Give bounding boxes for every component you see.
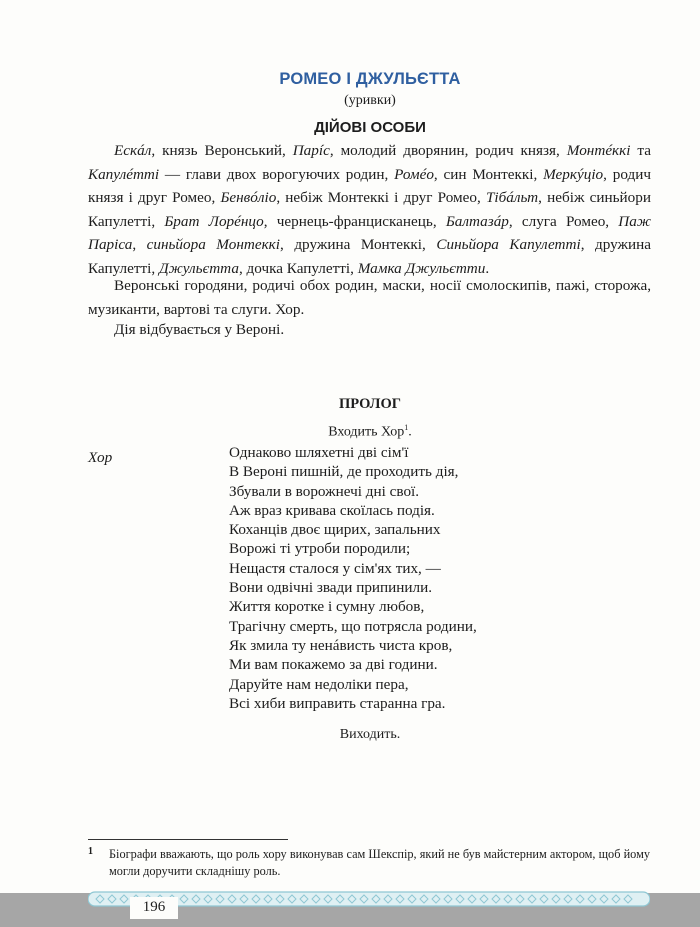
prologue-verse bbox=[229, 443, 477, 713]
verse-line: Аж враз кривава скоїлась подія. bbox=[229, 501, 435, 519]
cast-description: , небіж синьйори Капулетті, bbox=[88, 189, 651, 230]
play-subtitle: (уривки) bbox=[344, 93, 396, 108]
cast-name: Ескáл bbox=[114, 142, 152, 159]
cast-description: , родич князя і друг Ромео, bbox=[88, 165, 651, 207]
verse-line: Як змила ту ненáвисть чиста кров, bbox=[229, 636, 453, 654]
crowd-list bbox=[88, 274, 651, 321]
cast-description: . bbox=[485, 259, 490, 277]
verse-line: Даруйте нам недоліки пера, bbox=[229, 675, 409, 693]
play-title: РОМЕО І ДЖУЛЬЄТТА bbox=[279, 70, 461, 88]
verse-line: Ворожі ті утроби породили; bbox=[229, 540, 411, 558]
cast-paragraph bbox=[88, 139, 651, 281]
enter-end: . bbox=[408, 424, 412, 440]
cast-name: Бенвóліо bbox=[220, 189, 277, 207]
cast-name: Ромéо bbox=[394, 165, 434, 183]
cast-list bbox=[88, 139, 651, 281]
cast-description: , дочка Капулетті, bbox=[238, 259, 358, 277]
cast-name: Синьйора Капулетті bbox=[436, 236, 581, 254]
cast-heading: ДІЙОВІ ОСОБИ bbox=[314, 119, 426, 136]
cast-description: , князь Веронський, bbox=[151, 142, 293, 159]
speaker-name: Хор bbox=[88, 449, 113, 466]
verse-line: В Вероні пишній, де проходить дія, bbox=[229, 463, 459, 481]
cast-name: Мамка Джульєтти bbox=[357, 259, 486, 277]
cast-description: , bbox=[132, 236, 147, 254]
verse-line: Однаково шляхетні дві сім'ї bbox=[229, 444, 409, 461]
verse-line: Всі хиби виправить старанна гра. bbox=[229, 694, 446, 712]
cast-description: , син Монтеккі, bbox=[433, 165, 544, 183]
cast-description: , небіж Монтеккі і друг Ромео, bbox=[276, 189, 486, 207]
cast-description: — глави двох ворогуючих родин, bbox=[159, 165, 395, 183]
enter-text: Входить Хор bbox=[328, 424, 405, 440]
verse-line: Вони одвічні звади припинили. bbox=[229, 579, 433, 597]
setting-line: Дія відбувається у Вероні. bbox=[114, 321, 285, 338]
crowd-paragraph: Веронські городяни, родичі обох родин, маски, носії смолоскипів, пажі, сторожа, музиканти, вартові та слуги. Хор. bbox=[88, 277, 651, 318]
stage-direction-exit: Виходить. bbox=[339, 727, 401, 742]
verse-line: Трагічну смерть, що потрясла родини, bbox=[229, 617, 477, 635]
cast-description: та bbox=[630, 142, 651, 159]
cast-description: , дружина Капулетті, bbox=[88, 236, 652, 277]
footnote-text: Біографи вважають, що роль хору виконував сам Шекспір, який не був майстерним актором, щоб йому могли доручити складнішу роль. bbox=[109, 847, 650, 878]
cast-name: синьйора Монтеккі bbox=[146, 236, 281, 254]
cast-name: Парíс bbox=[292, 142, 330, 159]
verse-line: Коханців двоє щирих, запальних bbox=[229, 521, 441, 539]
verse-line: Життя коротке і сумну любов, bbox=[229, 598, 425, 616]
cast-name: Балтазáр bbox=[445, 212, 509, 230]
cast-name: Тібáльт bbox=[485, 189, 539, 207]
cast-name: Капулéтті bbox=[88, 165, 160, 183]
footnote-ref: 1 bbox=[404, 423, 409, 432]
cast-name: Джульєтта bbox=[158, 259, 239, 277]
footnote-mark: 1 bbox=[88, 846, 93, 857]
cast-name: Брат Лорéнцо bbox=[164, 212, 264, 230]
verse-line: Нещастя сталося у сім'ях тих, — bbox=[229, 559, 441, 577]
cast-description: , молодий дворянин, родич князя, bbox=[329, 142, 567, 159]
cast-description: , чернець-францисканець, bbox=[263, 212, 446, 230]
cast-name: Паж Паріса bbox=[88, 212, 651, 254]
stage-direction-enter bbox=[0, 423, 700, 441]
cast-description: , слуга Ромео, bbox=[508, 212, 619, 230]
cast-description: , дружина Монтеккі, bbox=[280, 236, 437, 254]
cast-name: Меркýціо bbox=[543, 165, 604, 183]
cast-name: Монтéккі bbox=[566, 142, 631, 159]
footnote-divider bbox=[88, 839, 288, 840]
verse-line: Збували в ворожнечі дні свої. bbox=[229, 482, 420, 500]
prologue-heading: ПРОЛОГ bbox=[339, 396, 401, 412]
page-number: 196 bbox=[142, 899, 166, 915]
verse-line: Ми вам покажемо за дві години. bbox=[229, 656, 438, 674]
